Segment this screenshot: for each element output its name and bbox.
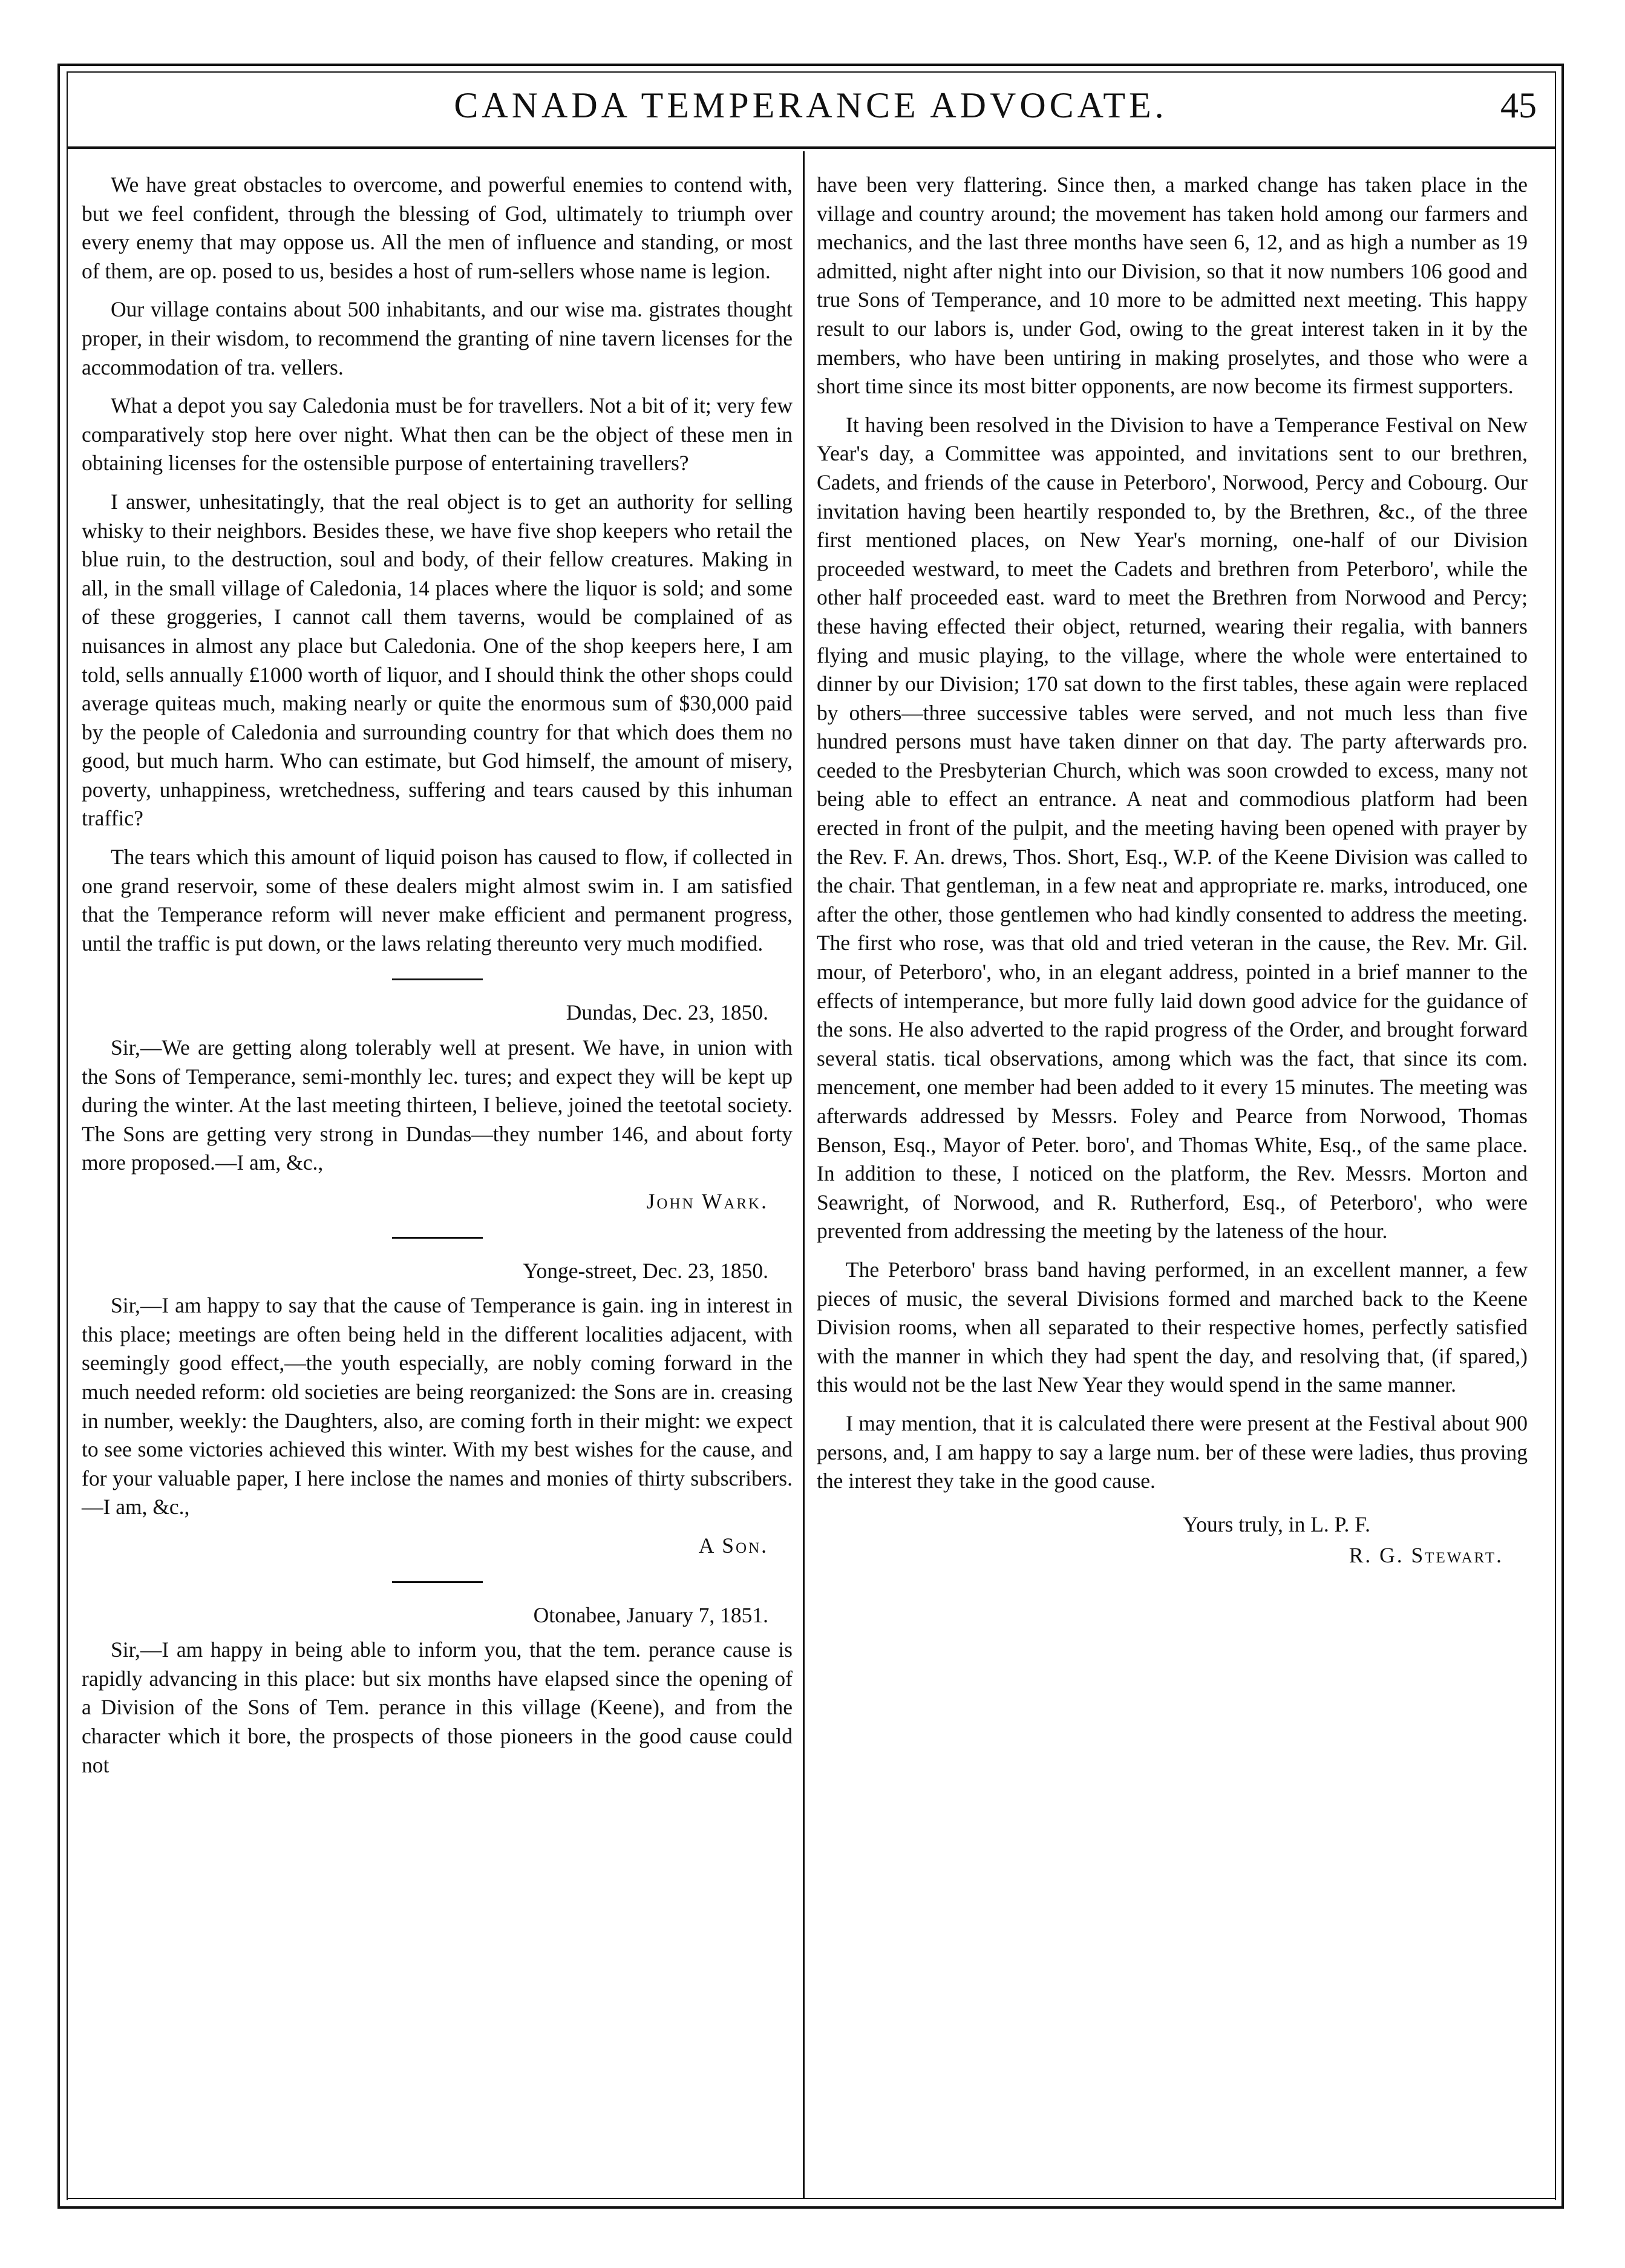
page-number: 45 bbox=[1500, 85, 1537, 125]
border-right-outer bbox=[1561, 64, 1564, 2209]
section-separator bbox=[392, 1237, 483, 1239]
section-separator bbox=[392, 1581, 483, 1583]
letter-dateline: Otonabee, January 7, 1851. bbox=[533, 1602, 768, 1627]
border-left-outer bbox=[57, 64, 60, 2209]
left-column bbox=[82, 171, 793, 1789]
border-top-inner bbox=[67, 71, 1556, 73]
header-underline bbox=[67, 146, 1556, 149]
border-bottom-inner bbox=[67, 2198, 1556, 2199]
border-left-inner bbox=[67, 71, 68, 2200]
right-column bbox=[817, 171, 1528, 1570]
column-divider bbox=[803, 151, 805, 2198]
paragraph: We have great obstacles to overcome, and powerful enemies to contend with, but we feel confident, through the blessing of God, ultimately to triumph over every enemy that may oppose us. All the men of influence and standing, or most of them, are op. posed to us, besides a host of rum-sellers whose name is legion. bbox=[82, 172, 793, 283]
paragraph: I may mention, that it is calculated there were present at the Festival about 900 persons, and, I am happy to say a large num. ber of these were ladies, thus proving the interest they take in the good cause. bbox=[817, 1411, 1528, 1493]
border-top-outer bbox=[57, 64, 1564, 66]
letter-signoff: A Son. bbox=[698, 1533, 768, 1558]
page-header bbox=[73, 85, 1549, 139]
paragraph: It having been resolved in the Division to have a Temperance Festival on New Year's day, a Committee was appointed, and invitations sent to our brethren, Cadets, and friends of the cause in Peterboro', Norwood, Percy and Cobourg. Our invitation having been heartily responded to, by the Brethren, &c., of the three first mentioned places, on New Year's morning, one-half of our Division proceeded westward, to meet the Cadets and brethren from Peterboro', while the other half proceeded east. ward to meet the Brethren from Norwood and Percy; these having effected their object, returned, wearing their regalia, with banners flying and music playing, to the village, where the whole were entertained to dinner by our Division; 170 sat down to the first tables, these again were replaced by others—three successive tables were served, and not much less than five hundred persons must have taken dinner on that day. The party afterwards pro. ceeded to the Presbyterian Church, which was soon crowded to excess, many not being able to effect an entrance. A neat and commodious platform had been erected in front of the pulpit, and the meeting having been opened with prayer by the Rev. F. An. drews, Thos. Short, Esq., W.P. of the Keene Division was called to the chair. That gentleman, in a few neat and appropriate re. marks, introduced, one after the other, those gentlemen who had kindly consented to address the meeting. The first who rose, was that old and tried veteran in the cause, the Rev. Mr. Gil. mour, of Peterboro', who, in an elegant address, pointed in a brief manner to the effects of intemperance, but more fully laid down good advice for the guidance of the sons. He also adverted to the rapid progress of the Order, and brought forward several statis. tical observations, among which was the fact, that since its com. mencement, one member had been added to it every 15 minutes. The meeting was afterwards addressed by Messrs. Foley and Pearce from Norwood, Thomas Benson, Esq., Mayor of Peter. boro', and Thomas White, Esq., of the same place. In addition to these, I noticed on the platform, the Rev. Messrs. Morton and Seawright, of Norwood, and R. Rutherford, Esq., of Peterboro', who were prevented from addressing the meeting by the lateness of the hour. bbox=[817, 412, 1528, 1244]
paragraph: The tears which this amount of liquid poison has caused to flow, if collected in one grand reservoir, some of these dealers might almost swim in. I am satisfied that the Temperance reform will never make efficient and permanent progress, until the traffic is put down, or the laws relating thereunto very much modified. bbox=[82, 845, 793, 955]
border-right-inner bbox=[1555, 71, 1556, 2200]
letter-body: Sir,—I am happy in being able to inform you, that the tem. perance cause is rapidly advancing in this place: but six months have elapsed since the opening of a Division of the Sons of Tem. perance in this village (Keene), and from the character which it bore, the prospects of those pioneers in the good cause could not bbox=[82, 1637, 793, 1777]
section-separator bbox=[392, 978, 483, 980]
paragraph: The Peterboro' brass band having performed, in an excellent manner, a few pieces of music, the several Divisions formed and marched back to the Keene Division rooms, when all separated to their respective homes, perfectly satisfied with the manner in which they had spent the day, and resolving that, (if spared,) this would not be the last New Year they would spend in the same manner. bbox=[817, 1257, 1528, 1397]
border-bottom-outer bbox=[57, 2206, 1564, 2209]
letter-body: Sir,—We are getting along tolerably well at present. We have, in union with the Sons of Temperance, semi-monthly lec. tures; and expect they will be kept up during the winter. At the last meeting thirteen, I believe, joined the teetotal society. The Sons are getting very strong in Dundas—they number 146, and about forty more proposed.—I am, &c., bbox=[82, 1035, 793, 1175]
paragraph: Our village contains about 500 inhabitants, and our wise ma. gistrates thought proper, in their wisdom, to recommend the granting of nine tavern licenses for the accommodation of tra. vellers. bbox=[82, 297, 793, 379]
letter-dateline: Dundas, Dec. 23, 1850. bbox=[566, 1000, 768, 1025]
letter-closing: Yours truly, in L. P. F. bbox=[1183, 1512, 1370, 1536]
paragraph: have been very flattering. Since then, a marked change has taken place in the village and country around; the movement has taken hold among our farmers and mechanics, and the last three months have seen 6, 12, and as high a number as 19 admitted, night after night into our Division, so that it now numbers 106 good and true Sons of Temperance, and 10 more to be admitted next meeting. This happy result to our labors is, under God, owing to the great interest taken in it by the members, who have been untiring in making proselytes, and those who were a short time since its most bitter opponents, are now become its firmest supporters. bbox=[817, 172, 1528, 399]
letter-signature: R. G. Stewart. bbox=[1349, 1543, 1503, 1568]
paragraph: What a depot you say Caledonia must be for travellers. Not a bit of it; very few comparatively stop here over night. What then can be the object of these men in obtaining licenses for the ostensible purpose of entertaining travellers? bbox=[82, 393, 793, 476]
publication-title: CANADA TEMPERANCE ADVOCATE. bbox=[454, 85, 1168, 125]
paragraph: I answer, unhesitatingly, that the real object is to get an authority for selling whisky to their neighbors. Besides these, we have five shop keepers who retail the blue ruin, to the destruction, soul and body, of their fellow creatures. Making in all, in the small village of Caledonia, 14 places where the liquor is sold; and some of these groggeries, I cannot call them taverns, would be complained of as nuisances in almost any place but Caledonia. One of the shop keepers here, I am told, sells annually £1000 worth of liquor, and I should think the other shops could average quiteas much, making nearly or quite the enormous sum of $30,000 paid by the people of Caledonia and surrounding country for that which does them no good, but much harm. Who can estimate, but God himself, the amount of misery, poverty, unhappiness, wretchedness, suffering and tears caused by this inhuman traffic? bbox=[82, 489, 793, 831]
letter-dateline: Yonge-street, Dec. 23, 1850. bbox=[523, 1258, 768, 1283]
letter-body: Sir,—I am happy to say that the cause of Temperance is gain. ing in interest in this place; meetings are often being held in the different localities adjacent, with seemingly good effect,—the youth especially, are nobly coming forward in the much needed reform: old societies are being reorganized: the Sons are in. creasing in number, weekly: the Daughters, also, are coming forth in their might: we expect to see some victories achieved this winter. With my best wishes for the cause, and for your valuable paper, I here inclose the names and monies of thirty subscribers.—I am, &c., bbox=[82, 1293, 793, 1519]
letter-signoff: John Wark. bbox=[646, 1189, 768, 1213]
